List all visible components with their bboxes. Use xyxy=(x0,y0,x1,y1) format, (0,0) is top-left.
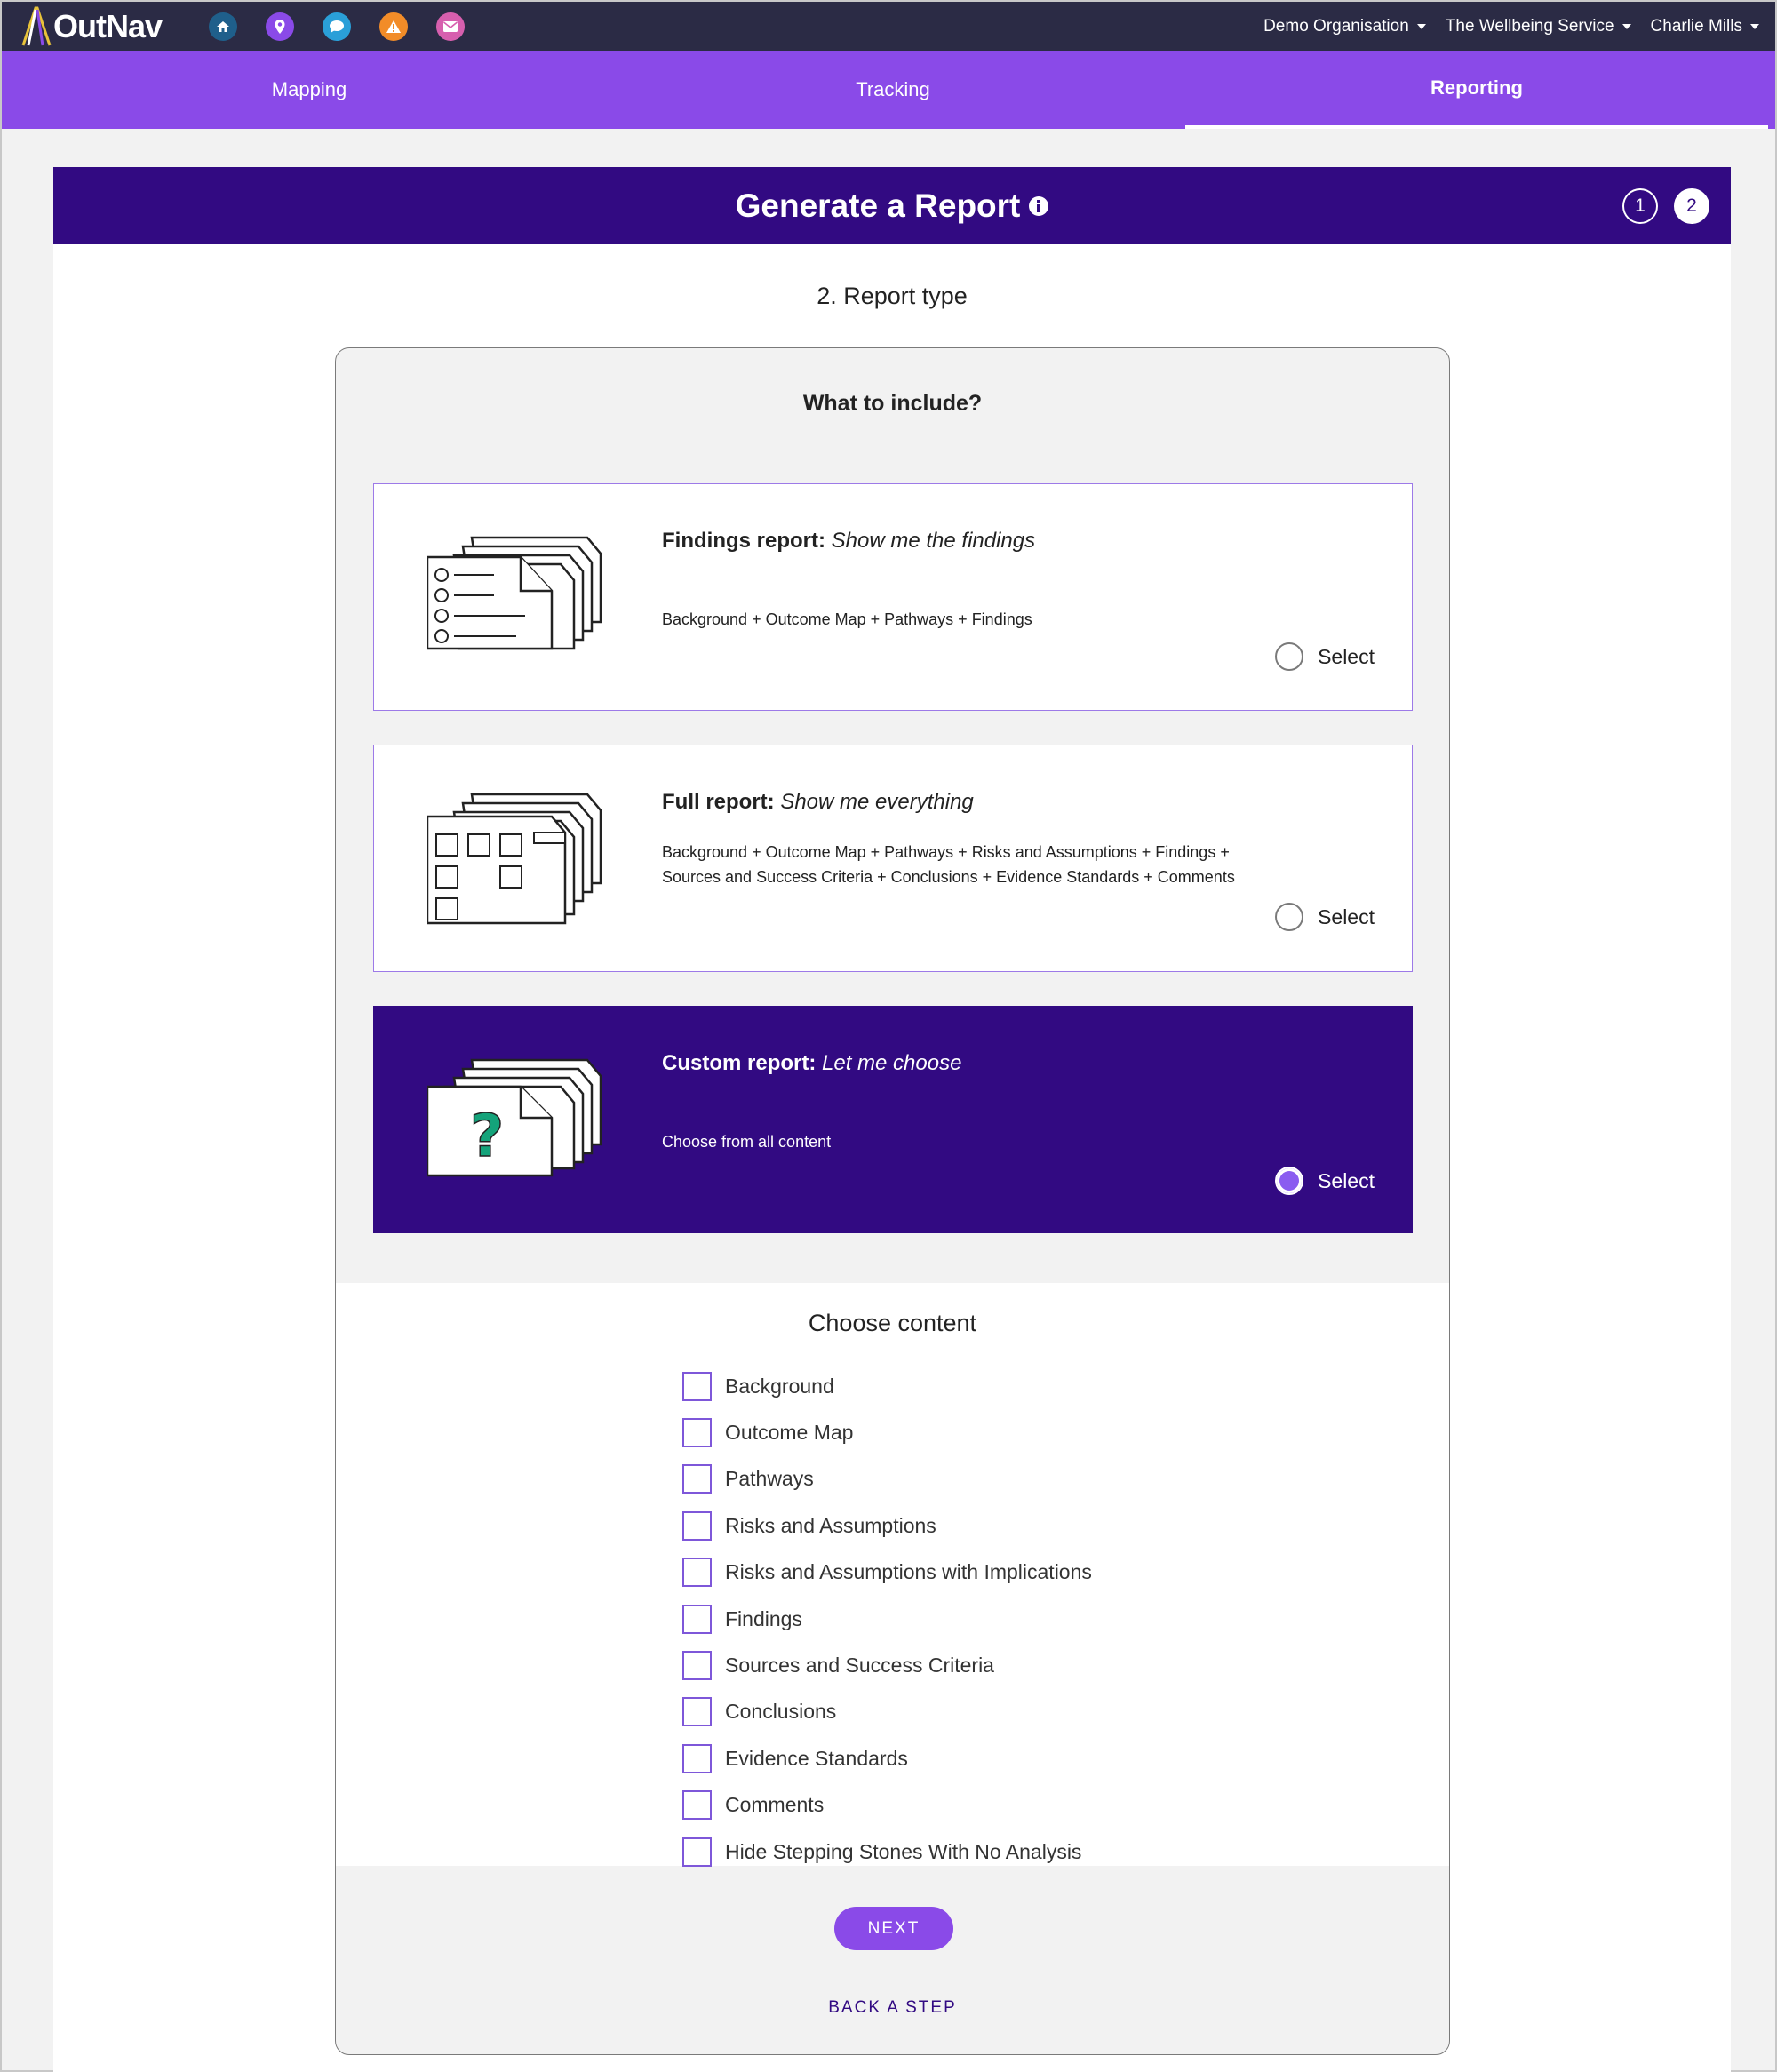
option-description-line-1: Background + Outcome Map + Pathways + Risks and Assumptions + Findings + xyxy=(662,843,1230,861)
tab-mapping[interactable]: Mapping xyxy=(271,78,347,100)
page-title xyxy=(736,187,1049,225)
select-radio-full[interactable] xyxy=(1275,903,1375,931)
checkbox-label[interactable]: Findings xyxy=(725,1606,802,1630)
content-checkbox-list xyxy=(682,1363,1092,1875)
checkbox-row-outcome-map[interactable] xyxy=(682,1409,1092,1455)
page-title-text: Generate a Report xyxy=(735,187,1021,224)
home-icon[interactable] xyxy=(209,12,237,41)
choose-content-title: Choose content xyxy=(808,1310,977,1336)
option-title-italic: Show me everything xyxy=(780,790,974,814)
user-dropdown[interactable] xyxy=(1651,17,1759,36)
next-button[interactable]: NEXT xyxy=(834,1907,953,1950)
option-description: Background + Outcome Map + Pathways + Findings xyxy=(662,610,1032,628)
radio-button-checked[interactable] xyxy=(1275,1167,1303,1195)
radio-label: Select xyxy=(1318,644,1375,668)
option-title xyxy=(662,1051,961,1076)
logo[interactable] xyxy=(20,5,162,48)
checkbox[interactable] xyxy=(682,1790,712,1820)
report-type-panel xyxy=(335,347,1450,2055)
option-full-report[interactable] xyxy=(373,745,1413,972)
checkbox-row-conclusions[interactable] xyxy=(682,1689,1092,1735)
info-icon[interactable] xyxy=(1029,196,1048,216)
tab-reporting[interactable]: Reporting xyxy=(1185,51,1768,129)
option-title-bold: Custom report: xyxy=(662,1051,817,1075)
location-pin-icon[interactable] xyxy=(266,12,294,41)
main-tabs xyxy=(2,51,1775,129)
checkbox[interactable] xyxy=(682,1464,712,1494)
option-title-italic: Show me the findings xyxy=(831,529,1036,553)
checkbox-label[interactable]: Hide Stepping Stones With No Analysis xyxy=(725,1839,1082,1863)
step-indicator xyxy=(1606,188,1709,224)
option-title-bold: Findings report: xyxy=(662,529,825,553)
step-1[interactable]: 1 xyxy=(1622,188,1658,224)
checkbox[interactable] xyxy=(682,1651,712,1680)
top-bar xyxy=(2,2,1775,51)
custom-report-icon xyxy=(427,1051,605,1184)
checkbox-label[interactable]: Comments xyxy=(725,1793,825,1817)
radio-button[interactable] xyxy=(1275,903,1303,931)
checkbox-label[interactable]: Risks and Assumptions with Implications xyxy=(725,1560,1092,1584)
checkbox-row-background[interactable] xyxy=(682,1363,1092,1409)
checkbox[interactable] xyxy=(682,1697,712,1726)
checkbox[interactable] xyxy=(682,1744,712,1773)
radio-label: Select xyxy=(1318,905,1375,928)
checkbox-label[interactable]: Risks and Assumptions xyxy=(725,1513,936,1537)
logo-mark-icon xyxy=(20,6,52,47)
step-2: 2 xyxy=(1674,188,1709,224)
organisation-dropdown[interactable] xyxy=(1263,17,1426,36)
option-custom-report[interactable] xyxy=(373,1006,1413,1233)
svg-text:?: ? xyxy=(470,1102,505,1170)
chevron-down-icon xyxy=(1750,24,1759,29)
warning-icon[interactable] xyxy=(379,12,408,41)
checkbox-row-findings[interactable] xyxy=(682,1596,1092,1642)
select-radio-custom[interactable] xyxy=(1275,1167,1375,1195)
option-title-bold: Full report: xyxy=(662,790,775,814)
checkbox-row-comments[interactable] xyxy=(682,1782,1092,1829)
step-subtitle: 2. Report type xyxy=(817,283,968,309)
option-description: Choose from all content xyxy=(662,1133,832,1151)
panel-question: What to include? xyxy=(802,391,983,416)
checkbox-row-risks-implications[interactable] xyxy=(682,1550,1092,1596)
radio-button[interactable] xyxy=(1275,642,1303,671)
checkbox-row-evidence-standards[interactable] xyxy=(682,1735,1092,1781)
checkbox-label[interactable]: Sources and Success Criteria xyxy=(725,1654,994,1678)
checkbox[interactable] xyxy=(682,1372,712,1401)
choose-content-section xyxy=(336,1283,1449,1866)
option-description-line-2: Sources and Success Criteria + Conclusions + Evidence Standards + Comments xyxy=(662,868,1235,886)
findings-report-icon xyxy=(427,529,605,662)
checkbox-label[interactable]: Evidence Standards xyxy=(725,1746,908,1770)
checkbox-label[interactable]: Outcome Map xyxy=(725,1421,854,1445)
service-label: The Wellbeing Service xyxy=(1445,16,1614,36)
checkbox[interactable] xyxy=(682,1558,712,1587)
checkbox[interactable] xyxy=(682,1418,712,1447)
user-label: Charlie Mills xyxy=(1650,16,1742,36)
report-card xyxy=(53,167,1731,2072)
radio-label: Select xyxy=(1318,1168,1375,1192)
checkbox-label[interactable]: Conclusions xyxy=(725,1700,837,1724)
checkbox-row-risks-assumptions[interactable] xyxy=(682,1502,1092,1549)
card-header xyxy=(53,167,1731,244)
checkbox-row-sources-criteria[interactable] xyxy=(682,1642,1092,1688)
checkbox-row-pathways[interactable] xyxy=(682,1456,1092,1502)
top-menus xyxy=(1244,2,1759,51)
option-description xyxy=(662,840,1337,889)
option-title xyxy=(662,529,1035,554)
option-findings-report[interactable] xyxy=(373,483,1413,711)
checkbox-label[interactable]: Pathways xyxy=(725,1467,814,1491)
nav-icons xyxy=(209,12,493,41)
mail-icon[interactable] xyxy=(436,12,465,41)
checkbox-label[interactable]: Background xyxy=(725,1374,834,1398)
chat-icon[interactable] xyxy=(323,12,351,41)
checkbox[interactable] xyxy=(682,1837,712,1867)
option-title-italic: Let me choose xyxy=(822,1051,962,1075)
checkbox[interactable] xyxy=(682,1511,712,1541)
select-radio-findings[interactable] xyxy=(1275,642,1375,671)
full-report-icon xyxy=(427,790,605,928)
checkbox[interactable] xyxy=(682,1605,712,1634)
tab-tracking[interactable]: Tracking xyxy=(856,78,930,100)
chevron-down-icon xyxy=(1622,24,1631,29)
option-title xyxy=(662,790,974,815)
logo-text: OutNav xyxy=(53,8,163,44)
organisation-label: Demo Organisation xyxy=(1263,16,1409,36)
chevron-down-icon xyxy=(1417,24,1426,29)
service-dropdown[interactable] xyxy=(1446,17,1631,36)
checkbox-row-hide-stepping-stones[interactable] xyxy=(682,1829,1092,1875)
back-a-step-link[interactable]: BACK A STEP xyxy=(828,1998,957,2017)
